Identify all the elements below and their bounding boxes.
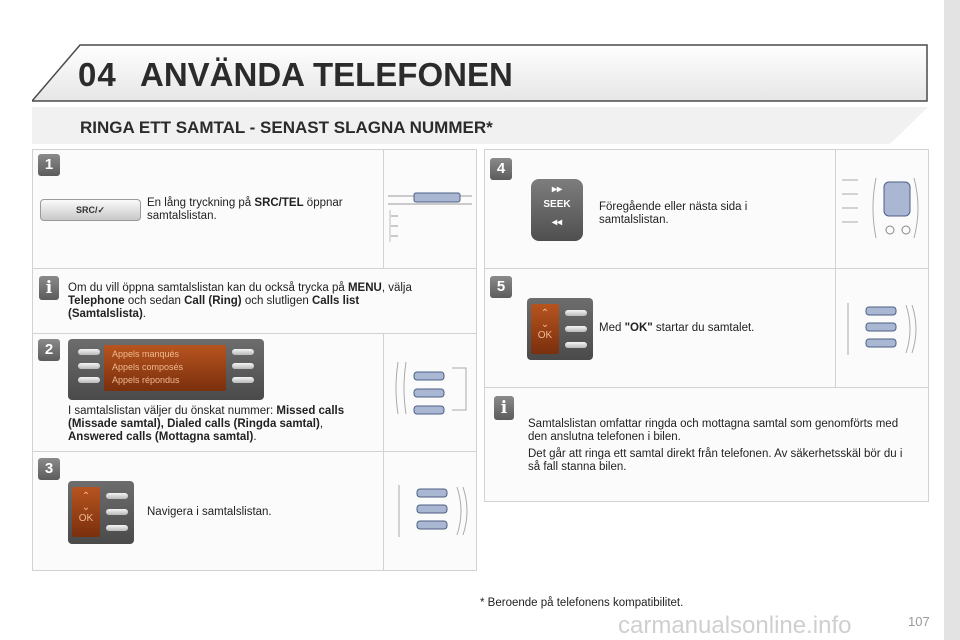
step-1-badge: 1 (38, 154, 60, 176)
info-1-b2: Telephone (68, 295, 125, 307)
radio-display-image (68, 339, 264, 400)
seek-label: SEEK (543, 199, 571, 210)
info-1-b4: Calls list (Samtalslista) (68, 295, 360, 320)
step-2-badge: 2 (38, 339, 60, 361)
previous-page-icon: ◂◂ (551, 217, 563, 228)
info-1-t1: Om du vill öppna samtalslistan kan du också trycka på (68, 282, 348, 294)
ok-control-image-2 (527, 298, 593, 360)
ok-control-image-1 (68, 481, 134, 544)
step-2-text-post: . (253, 431, 257, 443)
ok-screen-2 (531, 304, 559, 354)
watermark: carmanualsonline.info (618, 612, 852, 639)
info-2-text (528, 418, 913, 474)
step-1-text-pre: En lång tryckning på (147, 197, 255, 209)
info-1-t2: , välja (381, 282, 412, 294)
step-2-text-bold-2: Answered calls (Mottagna samtal) (68, 431, 254, 443)
src-tel-button-label: SRC/✓ (75, 205, 106, 215)
next-page-icon: ▸▸ (551, 184, 563, 195)
screen-line-dialed: Appels composés (112, 362, 184, 372)
footnote: * Beroende på telefonens kompatibilitet. (480, 597, 684, 609)
ok-screen-1 (72, 487, 100, 537)
step-4-text: Föregående eller nästa sida i samtalslistan. (599, 201, 748, 226)
step-5-text-bold: "OK" (624, 322, 653, 334)
info-icon: i (494, 396, 514, 420)
up-arrow-icon: ⌃ (81, 491, 91, 502)
screen-line-answered: Appels répondus (112, 375, 180, 385)
step-1-text (147, 197, 375, 223)
step-3-buttons-drawing (393, 481, 473, 541)
screen-line-missed: Appels manqués (112, 349, 180, 359)
info-1-b3: Call (Ring) (184, 295, 242, 307)
info-1-t4: och slutligen (241, 295, 312, 307)
step-4-dashboard-drawing (840, 174, 924, 244)
step-5-text-pre: Med (599, 322, 625, 334)
ok-label-2: OK (537, 330, 553, 341)
info-1-t3: och sedan (124, 295, 185, 307)
step-5-buttons-drawing (842, 299, 922, 359)
step-2-text-mid: , (319, 418, 324, 430)
up-arrow-icon: ⌃ (540, 308, 550, 319)
step-1-text-post: öppnar samtalslistan. (147, 197, 343, 222)
step-2-text-bold-1: Missed calls (Missade samtal), Dialed calls (Ringda samtal) (68, 405, 345, 430)
ok-label-1: OK (78, 513, 94, 524)
info-1-t5: . (142, 308, 146, 320)
info-1-b1: MENU (347, 282, 382, 294)
radio-screen (104, 345, 226, 391)
info-2-paragraph-1: Samtalslistan omfattar ringda och mottagna samtal som genomförts med den anslutna telefonen i bilen. (528, 418, 899, 443)
step-5-text-post: startar du samtalet. (652, 322, 755, 334)
step-5-text (599, 322, 754, 335)
chapter-number: 04 (78, 56, 117, 93)
seek-button-image (531, 179, 583, 241)
section-title: RINGA ETT SAMTAL - SENAST SLAGNA NUMMER* (80, 118, 493, 137)
info-2-paragraph-2: Det går att ringa ett samtal direkt från telefonen. Av säkerhetsskäl bör du i så fall stanna bilen. (528, 448, 903, 473)
radio-screen-list (112, 348, 183, 387)
info-icon: i (39, 276, 59, 300)
page-number: 107 (908, 614, 930, 629)
step-1-text-bold: SRC/TEL (254, 197, 304, 209)
info-1-text (68, 282, 428, 321)
step-3-text: Navigera i samtalslistan. (147, 506, 272, 518)
down-arrow-icon: ⌄ (81, 502, 91, 513)
step-3-badge: 3 (38, 458, 60, 480)
step-4-badge: 4 (490, 158, 512, 180)
step-2-text-pre: I samtalslistan väljer du önskat nummer: (68, 405, 277, 417)
step-5-badge: 5 (490, 276, 512, 298)
chapter-title: ANVÄNDA TELEFONEN (140, 56, 513, 93)
step-2-buttons-drawing (392, 358, 472, 422)
page-edge-strip (944, 0, 960, 640)
down-arrow-icon: ⌄ (540, 319, 550, 330)
step-1-dashboard-drawing (388, 176, 472, 246)
src-tel-button-image (40, 199, 141, 221)
step-2-text (68, 405, 358, 444)
